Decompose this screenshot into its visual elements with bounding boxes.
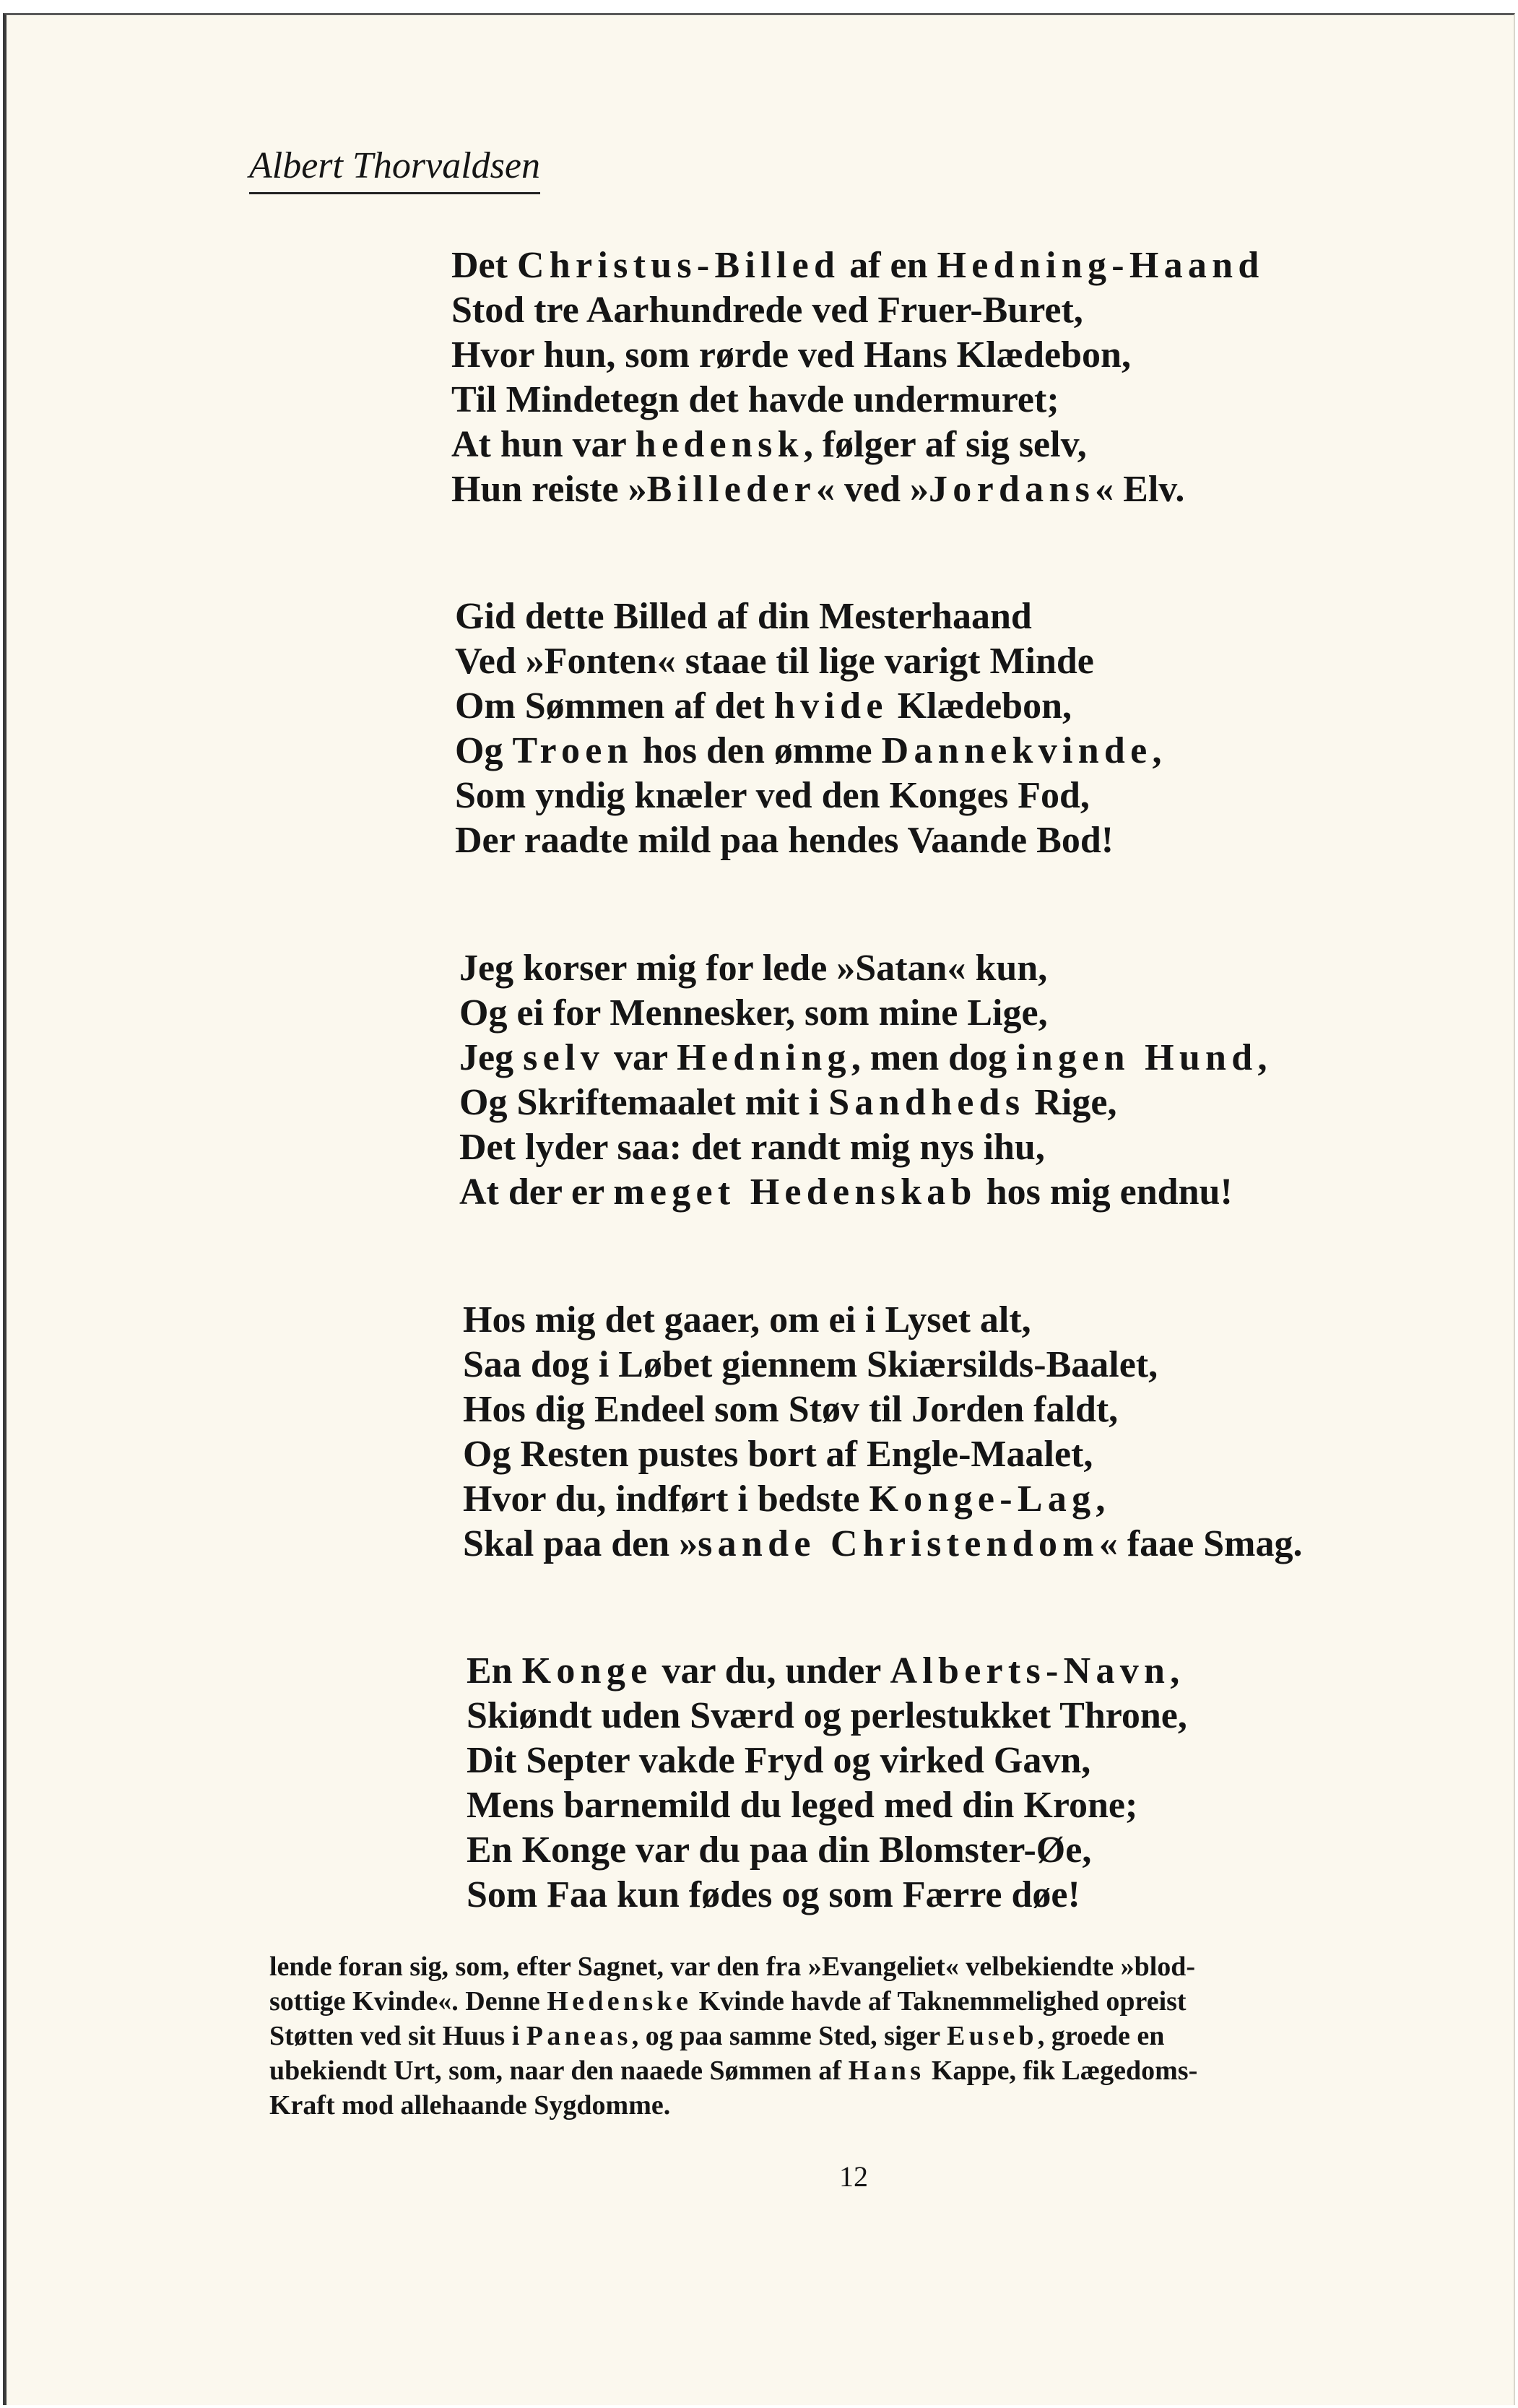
spaced-text: Hedning (677, 1037, 851, 1078)
text-run: Til Mindetegn det havde undermuret; (451, 379, 1059, 420)
text-run: Hun reiste » (451, 469, 647, 510)
text-run: , (1152, 730, 1162, 771)
page-number: 12 (839, 2160, 868, 2193)
footnote-line (269, 2019, 1454, 2053)
footnote-line (269, 1984, 1454, 2019)
verse-line (451, 423, 1265, 467)
text-run: « ved » (816, 469, 929, 510)
verse-line (451, 467, 1265, 512)
verse-line (467, 1738, 1187, 1783)
text-run: Hos mig det gaaer, om ei i Lyset alt, (463, 1299, 1031, 1341)
text-run: Gid dette Billed af din Mesterhaand (455, 596, 1032, 637)
stanza (459, 946, 1267, 1215)
text-run: var du, under (652, 1650, 890, 1692)
verse-line (459, 1036, 1267, 1080)
verse-line (455, 639, 1161, 684)
text-run: Kraft mod allehaande Sygdomme. (269, 2090, 671, 2121)
text-run: Og Skriftemaalet mit i (459, 1082, 829, 1123)
footnote-line (269, 2053, 1454, 2088)
spaced-text: hvide (773, 685, 888, 727)
verse-line (467, 1649, 1187, 1694)
verse-line (459, 1080, 1267, 1125)
text-run: Hos dig Endeel som Støv til Jorden faldt, (463, 1389, 1119, 1430)
text-run: Ved »Fonten« staae til lige varigt Minde (455, 641, 1094, 682)
text-run: lende foran sig, som, efter Sagnet, var den fra »Evangeliet« velbekiendte »blod- (269, 1952, 1196, 1982)
verse-line (467, 1694, 1187, 1738)
verse-line (459, 991, 1267, 1036)
text-run: Skiøndt uden Sværd og perlestukket Throne, (467, 1695, 1187, 1736)
verse-line (455, 684, 1161, 729)
verse-line (459, 1125, 1267, 1170)
text-run: Som yndig knæler ved den Konges Fod, (455, 775, 1090, 816)
spaced-text: Konge (521, 1650, 653, 1692)
spaced-text: Konge-Lag (869, 1478, 1096, 1520)
verse-line (463, 1343, 1303, 1387)
verse-line (451, 378, 1265, 423)
text-run: , men dog (851, 1037, 1017, 1078)
spaced-text: Alberts-Navn (890, 1650, 1171, 1692)
text-run: Som Faa kun fødes og som Færre døe! (467, 1874, 1080, 1915)
text-run: Og (455, 730, 513, 771)
text-run: Og ei for Mennesker, som mine Lige, (459, 992, 1048, 1034)
verse-line (455, 729, 1161, 774)
spaced-text: Hedning-Haand (937, 245, 1265, 286)
text-run: Hvor hun, som rørde ved Hans Klædebon, (451, 334, 1131, 376)
verse-line (463, 1387, 1303, 1432)
verse-line (459, 1170, 1267, 1215)
verse-line (463, 1432, 1303, 1477)
spaced-text: Euseb (946, 2021, 1038, 2051)
text-run: af en (840, 245, 937, 286)
spaced-text: Paneas (526, 2021, 632, 2051)
text-run: Kappe, fik Lægedoms- (924, 2056, 1198, 2086)
verse-line (463, 1298, 1303, 1343)
text-run: , groede en (1037, 2021, 1165, 2051)
verse-line (459, 946, 1267, 991)
stanza (455, 594, 1161, 863)
text-run: Jeg korser mig for lede »Satan« kun, (459, 948, 1048, 989)
spaced-text: Christus-Billed (516, 245, 841, 286)
spaced-text: Sandheds (828, 1082, 1025, 1123)
text-run: Og Resten pustes bort af Engle-Maalet, (463, 1434, 1093, 1475)
text-run: , (1170, 1650, 1180, 1692)
text-run: Jeg (459, 1037, 524, 1078)
stanza (467, 1649, 1187, 1918)
spaced-text: Jordans (929, 469, 1096, 510)
text-run: sottige Kvinde«. Denne (269, 1986, 547, 2017)
verse-line (467, 1873, 1187, 1918)
text-run: Støtten ved sit Huus i (269, 2021, 526, 2051)
text-run: Saa dog i Løbet giennem Skiærsilds-Baalet, (463, 1344, 1158, 1385)
verse-line (467, 1783, 1187, 1828)
verse-line (455, 774, 1161, 818)
spaced-text: Hans (848, 2056, 925, 2086)
text-run: En (467, 1650, 522, 1692)
text-run: Om Sømmen af det (455, 685, 774, 727)
text-run: At hun var (451, 424, 636, 465)
text-run: hos mig endnu! (976, 1171, 1233, 1213)
text-run: At der er (459, 1171, 614, 1213)
verse-line (455, 818, 1161, 863)
text-run: Kvinde havde af Taknemmelighed opreist (692, 1986, 1187, 2017)
verse-line (451, 288, 1265, 333)
text-run: ubekiendt Urt, som, naar den naaede Sømmen af (269, 2056, 849, 2086)
text-run: var (604, 1037, 677, 1078)
text-run: Der raadte mild paa hendes Vaande Bod! (455, 820, 1114, 861)
text-run: Det (451, 245, 517, 286)
text-run: Hvor du, indført i bedste (463, 1478, 869, 1520)
stanza (463, 1298, 1303, 1567)
spaced-text: Troen (512, 730, 633, 771)
text-run: Det lyder saa: det randt mig nys ihu, (459, 1127, 1045, 1168)
spaced-text: meget Hedenskab (613, 1171, 977, 1213)
text-run: Mens barnemild du leged med din Krone; (467, 1785, 1138, 1826)
text-run: Rige, (1025, 1082, 1117, 1123)
verse-line (451, 333, 1265, 378)
verse-line (463, 1477, 1303, 1522)
text-run: , følger af sig selv, (803, 424, 1087, 465)
running-head: Albert Thorvaldsen (249, 144, 540, 194)
footnote-line (269, 2088, 1454, 2123)
spaced-text: Dannekvinde (881, 730, 1153, 771)
text-run: , (1257, 1037, 1267, 1078)
verse-line (451, 243, 1265, 288)
footnote-line (269, 1949, 1454, 1984)
text-run: , (1096, 1478, 1106, 1520)
text-run: En Konge var du paa din Blomster-Øe, (467, 1829, 1092, 1871)
text-run: « Elv. (1095, 469, 1185, 510)
text-run: Klædebon, (888, 685, 1072, 727)
text-run: Skal paa den » (463, 1523, 698, 1564)
footnote (269, 1949, 1454, 2123)
spaced-text: sande Christendom (698, 1523, 1099, 1564)
spaced-text: hedensk (635, 424, 804, 465)
stanza (451, 243, 1265, 512)
verse-line (467, 1828, 1187, 1873)
text-run: Stod tre Aarhundrede ved Fruer-Buret, (451, 290, 1083, 331)
spaced-text: ingen Hund (1016, 1037, 1258, 1078)
verse-line (463, 1522, 1303, 1567)
spaced-text: Billeder (646, 469, 817, 510)
text-run: , og paa samme Sted, siger (631, 2021, 947, 2051)
verse-line (455, 594, 1161, 639)
text-run: hos den ømme (633, 730, 882, 771)
spaced-text: selv (523, 1037, 604, 1078)
text-run: « faae Smag. (1098, 1523, 1303, 1564)
text-run: Dit Septer vakde Fryd og virked Gavn, (467, 1740, 1091, 1781)
spaced-text: Hedenske (547, 1986, 693, 2017)
